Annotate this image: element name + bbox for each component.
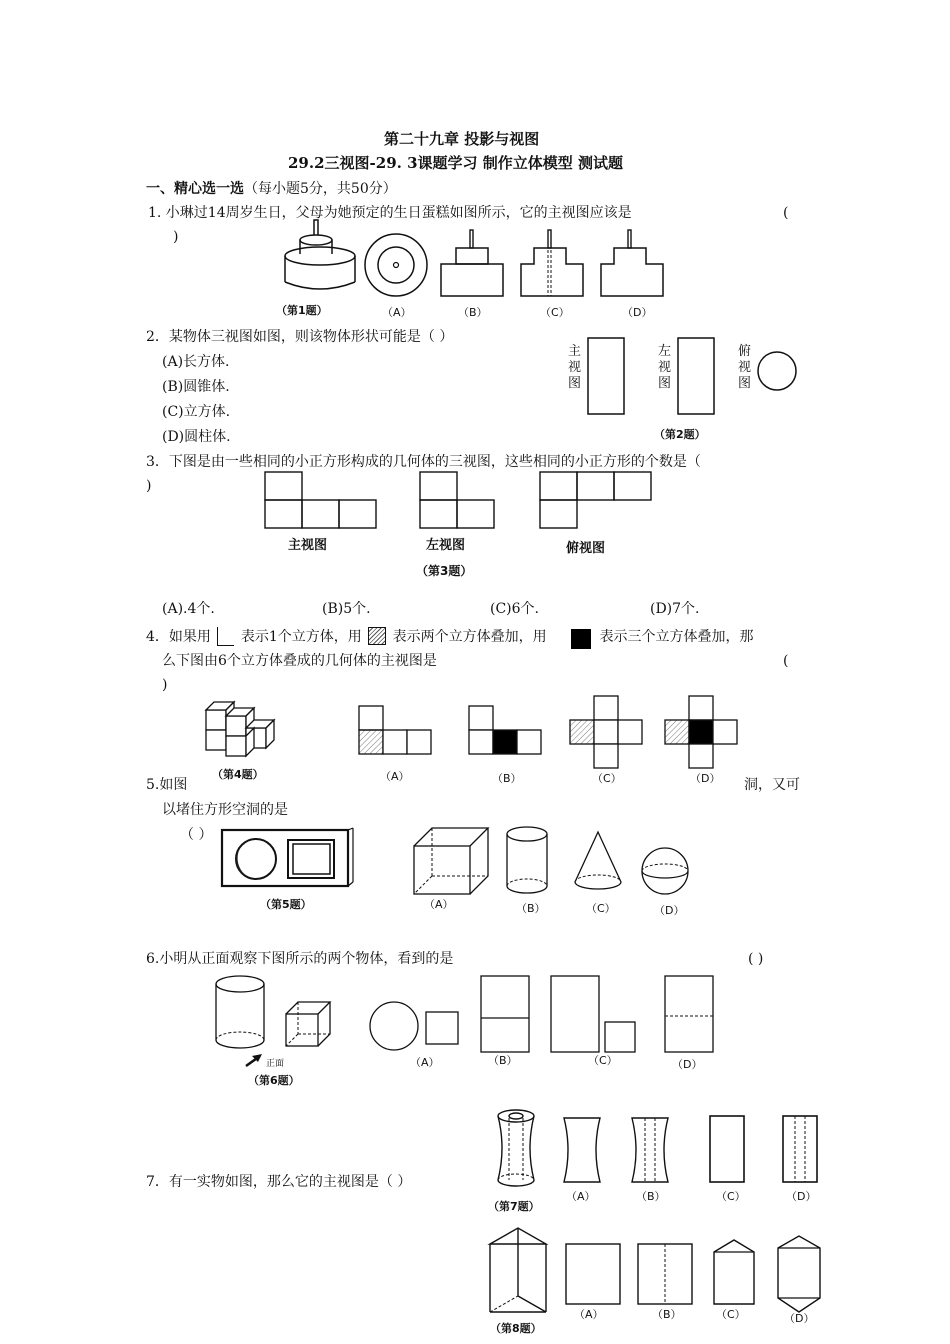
q8-option-b-label: （B） xyxy=(652,1308,682,1321)
q3-figure-label: （第3题） xyxy=(416,564,473,578)
q5-text-line1-start: 5.如图 xyxy=(146,777,188,793)
q5-option-c-cone xyxy=(571,830,625,894)
q7-figure-label: （第7题） xyxy=(488,1200,540,1213)
q3-choice-b: (B)5个. xyxy=(322,601,371,617)
q6-text: 6.小明从正面观察下图所示的两个物体，看到的是 xyxy=(146,951,454,967)
q3-left-view xyxy=(418,470,500,532)
q1-option-b-label: （B） xyxy=(458,306,488,319)
q2-figure-label: （第2题） xyxy=(654,428,706,441)
q6-option-a-label: （A） xyxy=(410,1056,440,1069)
q7-option-b-figure xyxy=(630,1116,670,1184)
q5-figure-board xyxy=(220,826,356,890)
section-heading-title: 一、精心选一选 xyxy=(146,181,244,197)
q8-option-c-figure xyxy=(710,1236,758,1308)
q3-front-view xyxy=(263,470,381,532)
q5-figure-label: （第5题） xyxy=(260,898,312,911)
q2-text: 2．某物体三视图如图，则该物体形状可能是（ ） xyxy=(146,329,454,345)
q1-figure-label: （第1题） xyxy=(276,304,328,317)
q3-choice-a: (A).4个. xyxy=(162,601,215,617)
q4-paren-close: ) xyxy=(162,677,168,693)
q8-figure-label: （第8题） xyxy=(490,1322,542,1335)
q6-option-b-figure xyxy=(479,974,533,1054)
q4-option-a-label: （A） xyxy=(380,770,410,783)
q5-option-a-cube xyxy=(412,826,492,898)
q2-choice-c: (C)立方体. xyxy=(162,404,231,420)
q6-option-d-figure xyxy=(663,974,717,1054)
q6-option-c-label: （C） xyxy=(588,1054,618,1067)
q6-figure-label: （第6题） xyxy=(248,1074,300,1087)
q1-option-d-label: （D） xyxy=(622,306,653,319)
triple-cube-black-icon xyxy=(571,629,591,649)
section-heading xyxy=(146,180,397,198)
q4-text-line1 xyxy=(146,627,754,649)
q2-front-view-label: 主视图 xyxy=(568,344,582,391)
q4-text-a: 4．如果用 xyxy=(146,629,211,645)
q1-text: 1. 小琳过14周岁生日，父母为她预定的生日蛋糕如图所示，它的主视图应该是 xyxy=(148,205,632,221)
q1-option-a-label: （A） xyxy=(382,306,412,319)
chapter-title: 第二十九章 投影与视图 xyxy=(384,130,540,148)
q4-paren-open: ( xyxy=(783,653,789,669)
q2-choice-b: (B)圆锥体. xyxy=(162,379,230,395)
q4-option-d-figure xyxy=(663,694,739,770)
q4-option-d-label: （D） xyxy=(690,772,721,785)
q4-text-b: 表示1个立方体，用 xyxy=(240,629,362,645)
q5-option-b-label: （B） xyxy=(516,902,546,915)
q7-option-c-figure xyxy=(708,1114,748,1184)
q3-choice-c: (C)6个. xyxy=(490,601,539,617)
q7-option-b-label: （B） xyxy=(636,1190,666,1203)
q3-left-view-label: 左视图 xyxy=(426,538,466,553)
q4-text-c: 表示两个立方体叠加，用 xyxy=(392,629,547,645)
q8-option-c-label: （C） xyxy=(716,1308,746,1321)
q7-option-d-label: （D） xyxy=(786,1190,817,1203)
q5-option-d-label: （D） xyxy=(654,904,685,917)
q6-option-a-figure xyxy=(368,1000,462,1054)
q8-figure-prism xyxy=(486,1224,552,1316)
q4-text-line2: 么下图由6个立方体叠成的几何体的主视图是 xyxy=(162,653,437,669)
q2-top-view xyxy=(756,350,800,394)
q3-paren-close: ) xyxy=(146,478,152,494)
q3-front-view-label: 主视图 xyxy=(288,538,328,553)
q6-option-d-label: （D） xyxy=(672,1058,703,1071)
q6-front-label: 正面 xyxy=(266,1059,285,1069)
q6-paren: ( ) xyxy=(748,951,764,967)
q8-option-a-figure xyxy=(564,1242,622,1306)
q4-text-d: 表示三个立方体叠加，那 xyxy=(599,629,754,645)
q8-option-a-label: （A） xyxy=(574,1308,604,1321)
q7-option-d-figure xyxy=(781,1114,821,1184)
q1-option-c-label: （C） xyxy=(540,306,570,319)
q5-text-line1-end: 洞，又可 xyxy=(744,777,800,793)
q4-option-b-figure xyxy=(467,704,543,756)
q1-figure-cake xyxy=(282,218,358,294)
q3-choice-d: (D)7个. xyxy=(650,601,700,617)
double-cube-hatched-icon xyxy=(368,627,386,645)
q8-option-d-figure xyxy=(774,1232,824,1316)
q2-left-view xyxy=(676,336,718,416)
q2-choice-d: (D)圆柱体. xyxy=(162,429,231,445)
q8-option-b-figure xyxy=(636,1242,694,1306)
q1-paren-open: ( xyxy=(783,205,789,221)
q7-text: 7．有一实物如图，那么它的主视图是（ ） xyxy=(146,1174,412,1190)
section-heading-note: （每小题5分，共50分） xyxy=(244,181,397,197)
q4-figure-label: （第4题） xyxy=(212,768,264,781)
q2-left-view-label: 左视图 xyxy=(658,344,672,391)
q5-paren: （ ） xyxy=(180,827,213,843)
q1-option-c-figure xyxy=(518,228,588,300)
q7-option-a-figure xyxy=(562,1116,602,1184)
q3-top-view-label: 俯视图 xyxy=(566,541,606,556)
q4-option-c-label: （C） xyxy=(592,772,622,785)
q4-figure-cubes xyxy=(204,696,284,760)
q4-option-c-figure xyxy=(568,694,644,770)
q3-text: 3．下图是由一些相同的小正方形构成的几何体的三视图，这些相同的小正方形的个数是（ xyxy=(146,454,701,470)
q5-option-a-label: （A） xyxy=(424,898,454,911)
q2-front-view xyxy=(586,336,628,416)
q6-option-c-figure xyxy=(549,974,641,1054)
q5-option-b-cylinder xyxy=(502,824,552,898)
q1-option-b-figure xyxy=(438,228,508,300)
q5-option-c-label: （C） xyxy=(586,902,616,915)
q7-figure-object xyxy=(494,1108,542,1190)
q5-option-d-sphere xyxy=(639,846,693,898)
q1-paren-close: ) xyxy=(173,229,179,245)
q1-option-a-figure xyxy=(358,232,436,302)
q6-figure-objects xyxy=(212,972,336,1068)
q2-choice-a: (A)长方体. xyxy=(162,354,230,370)
q2-top-view-label: 俯视图 xyxy=(738,344,752,391)
q3-top-view xyxy=(538,470,656,532)
q5-text-line2: 以堵住方形空洞的是 xyxy=(162,802,288,818)
q6-option-b-label: （B） xyxy=(488,1054,518,1067)
single-cube-icon xyxy=(217,627,234,646)
section-subtitle: 29.2三视图-29. 3课题学习 制作立体模型 测试题 xyxy=(288,154,623,172)
q4-option-b-label: （B） xyxy=(492,772,522,785)
q7-option-c-label: （C） xyxy=(716,1190,746,1203)
q1-option-d-figure xyxy=(598,228,668,300)
q7-option-a-label: （A） xyxy=(566,1190,596,1203)
q4-option-a-figure xyxy=(357,704,433,756)
q8-option-d-label: （D） xyxy=(784,1312,815,1325)
